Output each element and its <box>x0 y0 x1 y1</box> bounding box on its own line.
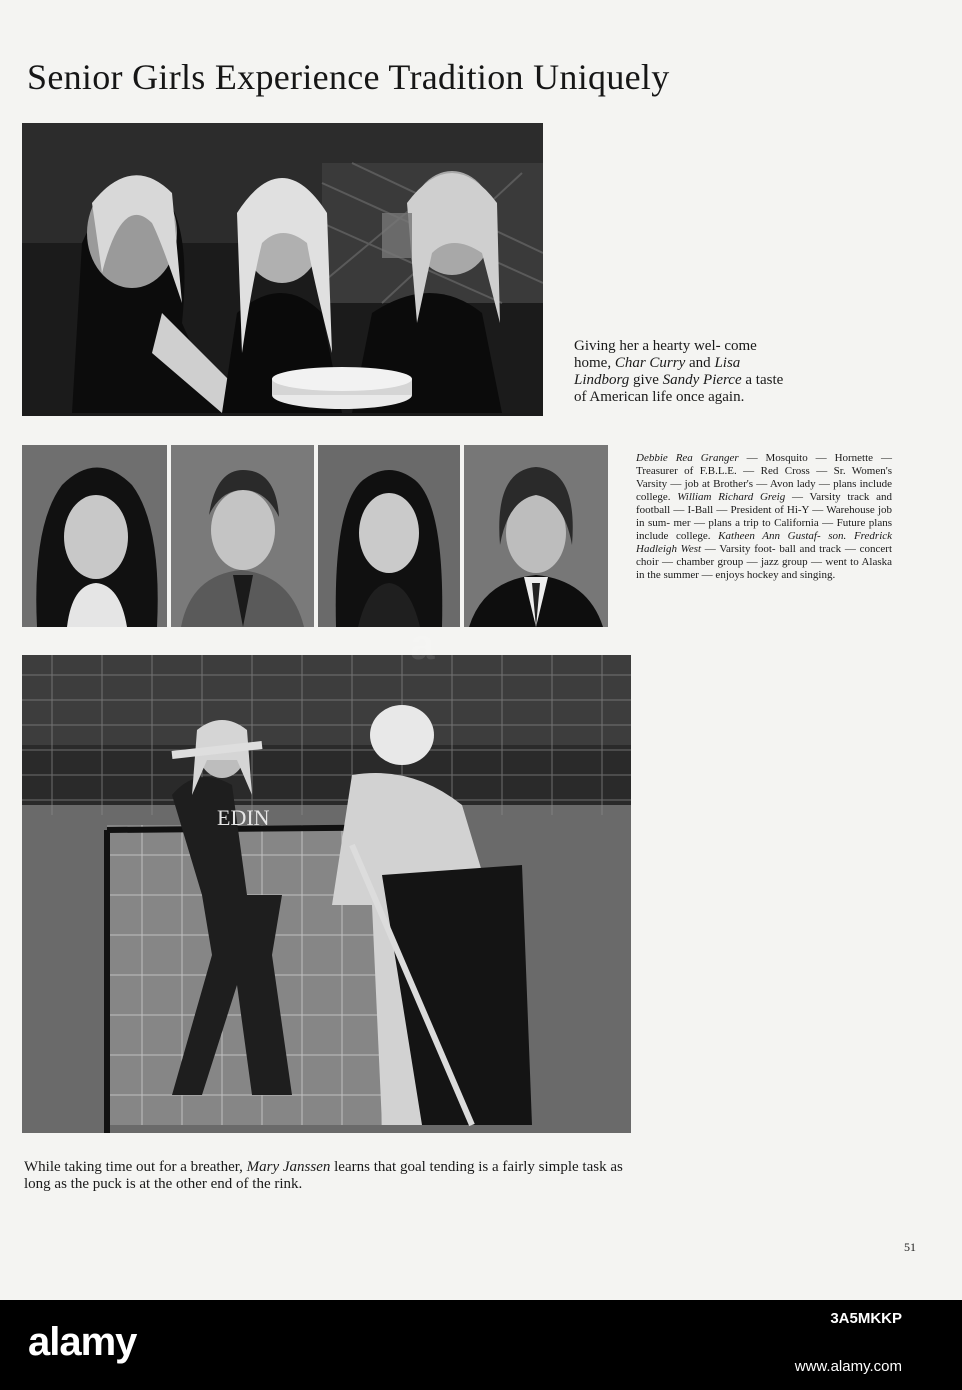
alamy-watermark-overlay: a <box>410 620 435 669</box>
portrait-debbie-granger <box>22 445 167 627</box>
bottom-photo-caption <box>24 1159 640 1193</box>
alamy-site-url: www.alamy.com <box>794 1358 902 1375</box>
top-photo-caption <box>574 338 784 406</box>
alamy-logo: alamy <box>28 1320 137 1364</box>
person-name: Mary Janssen <box>246 1159 331 1175</box>
caption-text: and <box>685 355 715 371</box>
alamy-footer-bar <box>0 1300 962 1390</box>
portrait-katheen-gustafson <box>318 445 460 627</box>
person-name: Char Curry <box>614 355 686 371</box>
senior-bios <box>636 452 892 582</box>
caption-text: Giving her a hearty wel- come home, <box>574 338 757 371</box>
bio-text: — Varsity foot- ball and track — concert choir — chamber group — jazz group — went to Alaska in the summer — enjoys hockey and singing. <box>636 543 892 581</box>
person-name: Debbie Rea Granger <box>636 452 739 464</box>
three-girls-cake-photo <box>22 123 543 416</box>
person-name: Fredrick Hadleigh West <box>636 530 893 555</box>
portrait-william-greig <box>171 445 314 627</box>
jersey-lettering: EDIN <box>217 805 270 830</box>
bio-text <box>846 530 854 542</box>
caption-text: a taste of American life once again. <box>574 372 784 405</box>
portrait-fredrick-west <box>464 445 608 627</box>
caption-text: give <box>629 372 663 388</box>
person-name: Lisa Lindborg <box>574 355 741 388</box>
caption-text: learns that goal tending is a fairly simple task as long as the puck is at the other end of the rink. <box>24 1159 623 1192</box>
image-id: 3A5MKKP <box>830 1310 902 1327</box>
page-number: 51 <box>904 1240 916 1254</box>
person-name: William Richard Greig <box>677 491 786 503</box>
person-name: Sandy Pierce <box>662 372 742 388</box>
bio-text: — Varsity track and football — I-Ball — President of Hi-Y — Warehouse job in sum- mer — plans a trip to California — Future plans include college. <box>636 491 892 542</box>
bio-text: — Mosquito — Hornette — Treasurer of F.B.L.E. — Red Cross — Sr. Women's Varsity — job at Brother's — Avon lady — plans include college. <box>636 452 892 503</box>
caption-text: While taking time out for a breather, <box>24 1159 247 1175</box>
hockey-goal-photo <box>22 655 631 1133</box>
person-name: Katheen Ann Gustaf- son. <box>718 530 847 542</box>
page-title: Senior Girls Experience Tradition Uniquely <box>27 57 670 97</box>
